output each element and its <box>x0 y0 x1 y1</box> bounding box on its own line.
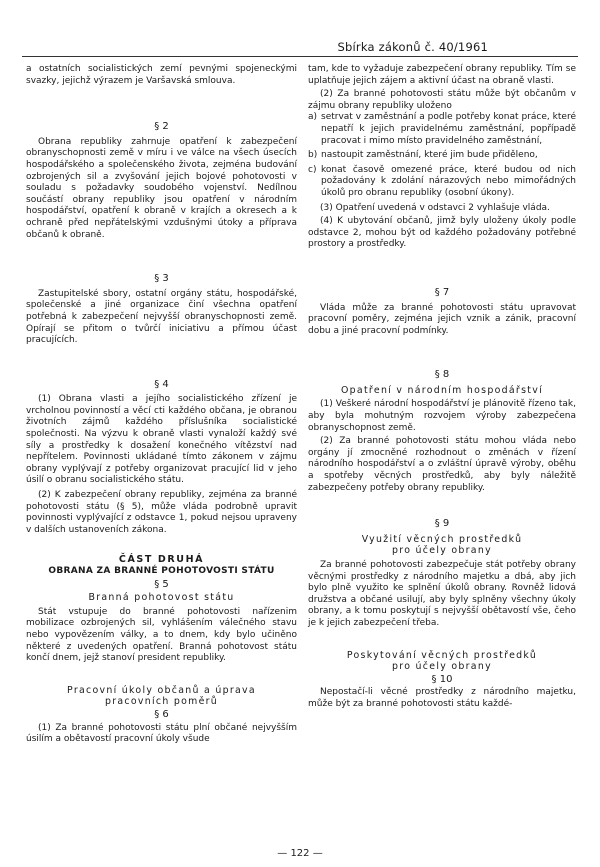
page-number: — 122 — <box>277 848 323 859</box>
page-header: Sbírka zákonů č. 40/1961 <box>337 40 488 54</box>
list-text: nastoupit zaměstnání, které jim bude přiděleno, <box>321 150 538 161</box>
list-text: konat časově omezené práce, které budou od nich požadovány k zdolání nárazových nebo mimořádných úkolů pro obranu republiky (osobní úkony). <box>321 164 576 198</box>
section-3-text: Zastupitelské sbory, ostatní orgány státu, hospodářské, společenské a jiné organizace činí všechna opatření potřebná k zabezpečení nejvyšší obranyschopnosti země. Opírají se přitom o tvůrčí iniciativu a přímou účast pracujících. <box>26 288 297 346</box>
section-6-paragraph-3: (3) Opatření uvedená v odstavci 2 vyhlašuje vláda. <box>320 202 550 213</box>
section-8-paragraph-1: (1) Veškeré národní hospodářství je plánovitě řízeno tak, aby byla mohutným rozvojem výroby zabezpečena obranyschopnost země. <box>308 399 576 433</box>
part-subtitle: OBRANA ZA BRANNÉ POHOTOVOSTI STÁTU <box>48 566 275 576</box>
left-column <box>26 64 297 746</box>
section-5-number: § 5 <box>154 578 169 590</box>
section-8-paragraph-2: (2) Za branné pohotovosti státu mohou vláda nebo orgány jí zmocněné rozhodnout o změnách v řízení národního hospodářství a o zvláštní úpravě výroby, oběhu a spotřeby věcných prostředků, aby byly náležitě zabezpečeny potřeby obrany republiky. <box>308 436 576 493</box>
list-item-a <box>308 112 576 147</box>
section-6-number: § 6 <box>154 708 169 720</box>
section-4-paragraph-2: (2) K zabezpečení obrany republiky, zejména za branné pohotovosti státu (§ 5), může vláda podrobně upravit povinnosti vyplývající z odstavce 1, pokud nejsou upraveny v dalších ustanoveních zákona. <box>26 490 297 535</box>
section-4-paragraph-1: (1) Obrana vlasti a jejího socialistického zřízení je vrcholnou povinností a věcí cti každého občana, je obranou životních zájmů každého příslušníka socialistické společnosti. Na výzvu k obraně vlasti vynaloží každý své síly a prostředky k dosažení konečného vítězství nad nepřítelem. Povinnosti ukládané tímto zákonem v zájmu obrany vyplývají z potřeby organizovat pracující lid v jeho úsilí o obranu socialistického státu. <box>26 394 297 486</box>
section-2-text: Obrana republiky zahrnuje opatření k zabezpečení obranyschopnosti země v míru i ve válce na všech úsecích hospodářského a společenského života, zejména budování ozbrojených sil a zvyšování jejich bojové pohotovosti v souladu s požadavky soudobého vojenství. Nedílnou součástí obrany republiky jsou opatření v národním hospodářství, opatření k obraně v krajích a okresech a k ochraně před nepřátelskými vzdušnými útoky a příprava občanů k obraně. <box>26 136 297 240</box>
section-8-heading: Opatření v národním hospodářství <box>340 384 543 396</box>
section-8-number: § 8 <box>434 369 450 381</box>
list-marker: c) <box>308 164 317 175</box>
list-item-c <box>308 165 576 200</box>
list-item-b <box>308 150 576 162</box>
section-9-number: § 9 <box>434 518 450 530</box>
section-6-paragraph-1: (1) Za branné pohotovosti státu plní občané nejvyšším úsilím a obětavostí pracovní úkoly všude <box>26 722 297 745</box>
list-marker: a) <box>308 112 318 123</box>
section-6-paragraph-2: (2) Za branné pohotovosti státu může být občanům v zájmu obrany republiky uloženo <box>308 89 576 111</box>
list-text: setrvat v zaměstnání a podle potřeby konat práce, které nepatří k jejich pravidelnému zaměstnání, popřípadě pracovat i mimo místo pravidelného zaměstnání, <box>321 112 576 146</box>
section-5-heading: Branná pohotovost státu <box>88 592 235 604</box>
section-4-number: § 4 <box>154 378 169 390</box>
right-column <box>308 64 576 711</box>
section-2-number: § 2 <box>154 121 169 133</box>
section-10-number: § 10 <box>431 673 453 685</box>
header-rule <box>22 56 578 57</box>
section-7-number: § 7 <box>434 286 450 298</box>
section-6-heading-line-1: Pracovní úkoly občanů a úprava <box>67 684 256 696</box>
section-9-heading-line-1: Využití věcných prostředků <box>361 533 523 545</box>
section-6-heading-line-2: pracovních poměrů <box>104 696 219 708</box>
list-marker: b) <box>308 150 318 161</box>
section-3-number: § 3 <box>154 273 169 285</box>
section-10-text: Nepostačí-li věcné prostředky z národního majetku, může být za branné pohotovosti státu každé- <box>308 687 576 709</box>
section-10-heading-line-1: Poskytování věcných prostředků <box>346 649 538 661</box>
right-continuation-paragraph: tam, kde to vyžaduje zabezpečení obrany republiky. Tím se uplatňuje jejich zájem a aktivní účast na obraně vlasti. <box>308 64 576 86</box>
section-9-heading-line-2: pro účely obrany <box>392 545 492 557</box>
section-10-heading-line-2: pro účely obrany <box>392 661 492 673</box>
part-title: ČÁST DRUHÁ <box>118 554 205 566</box>
section-6-paragraph-4: (4) K ubytování občanů, jimž byly uloženy úkoly podle odstavce 2, mohou být od každého požadovány potřebné prostory a prostředky. <box>308 216 576 250</box>
left-continuation-paragraph: a ostatních socialistických zemí pevnými spojeneckými svazky, jejichž výrazem je Varšavská smlouva. <box>26 64 297 86</box>
section-9-text: Za branné pohotovosti zabezpečuje stát potřeby obrany věcnými prostředky z národního majetku a dbá, aby jich bylo plně využito ke splnění úkolů obrany. Rovněž lidová družstva a občané usilují, aby byly splněny všechny úkoly obrany, a k tomu poskytují s nejvyšší obětavostí vše, čeho je k jejich zabezpečení třeba. <box>308 560 576 628</box>
section-7-text: Vláda může za branné pohotovosti státu upravovat pracovní poměry, zejména jejich vznik a zánik, pracovní dobu a jiné pracovní podmínky. <box>308 302 576 336</box>
section-5-text: Stát vstupuje do branné pohotovosti nařízenim mobilizace ozbrojených sil, vyhlášením válečného stavu nebo vypovězením války, a to dnem, kdy bylo učiněno některé z uvedených opatření. Branná pohotovost státu končí dnem, jejž stanoví president republiky. <box>26 606 297 664</box>
